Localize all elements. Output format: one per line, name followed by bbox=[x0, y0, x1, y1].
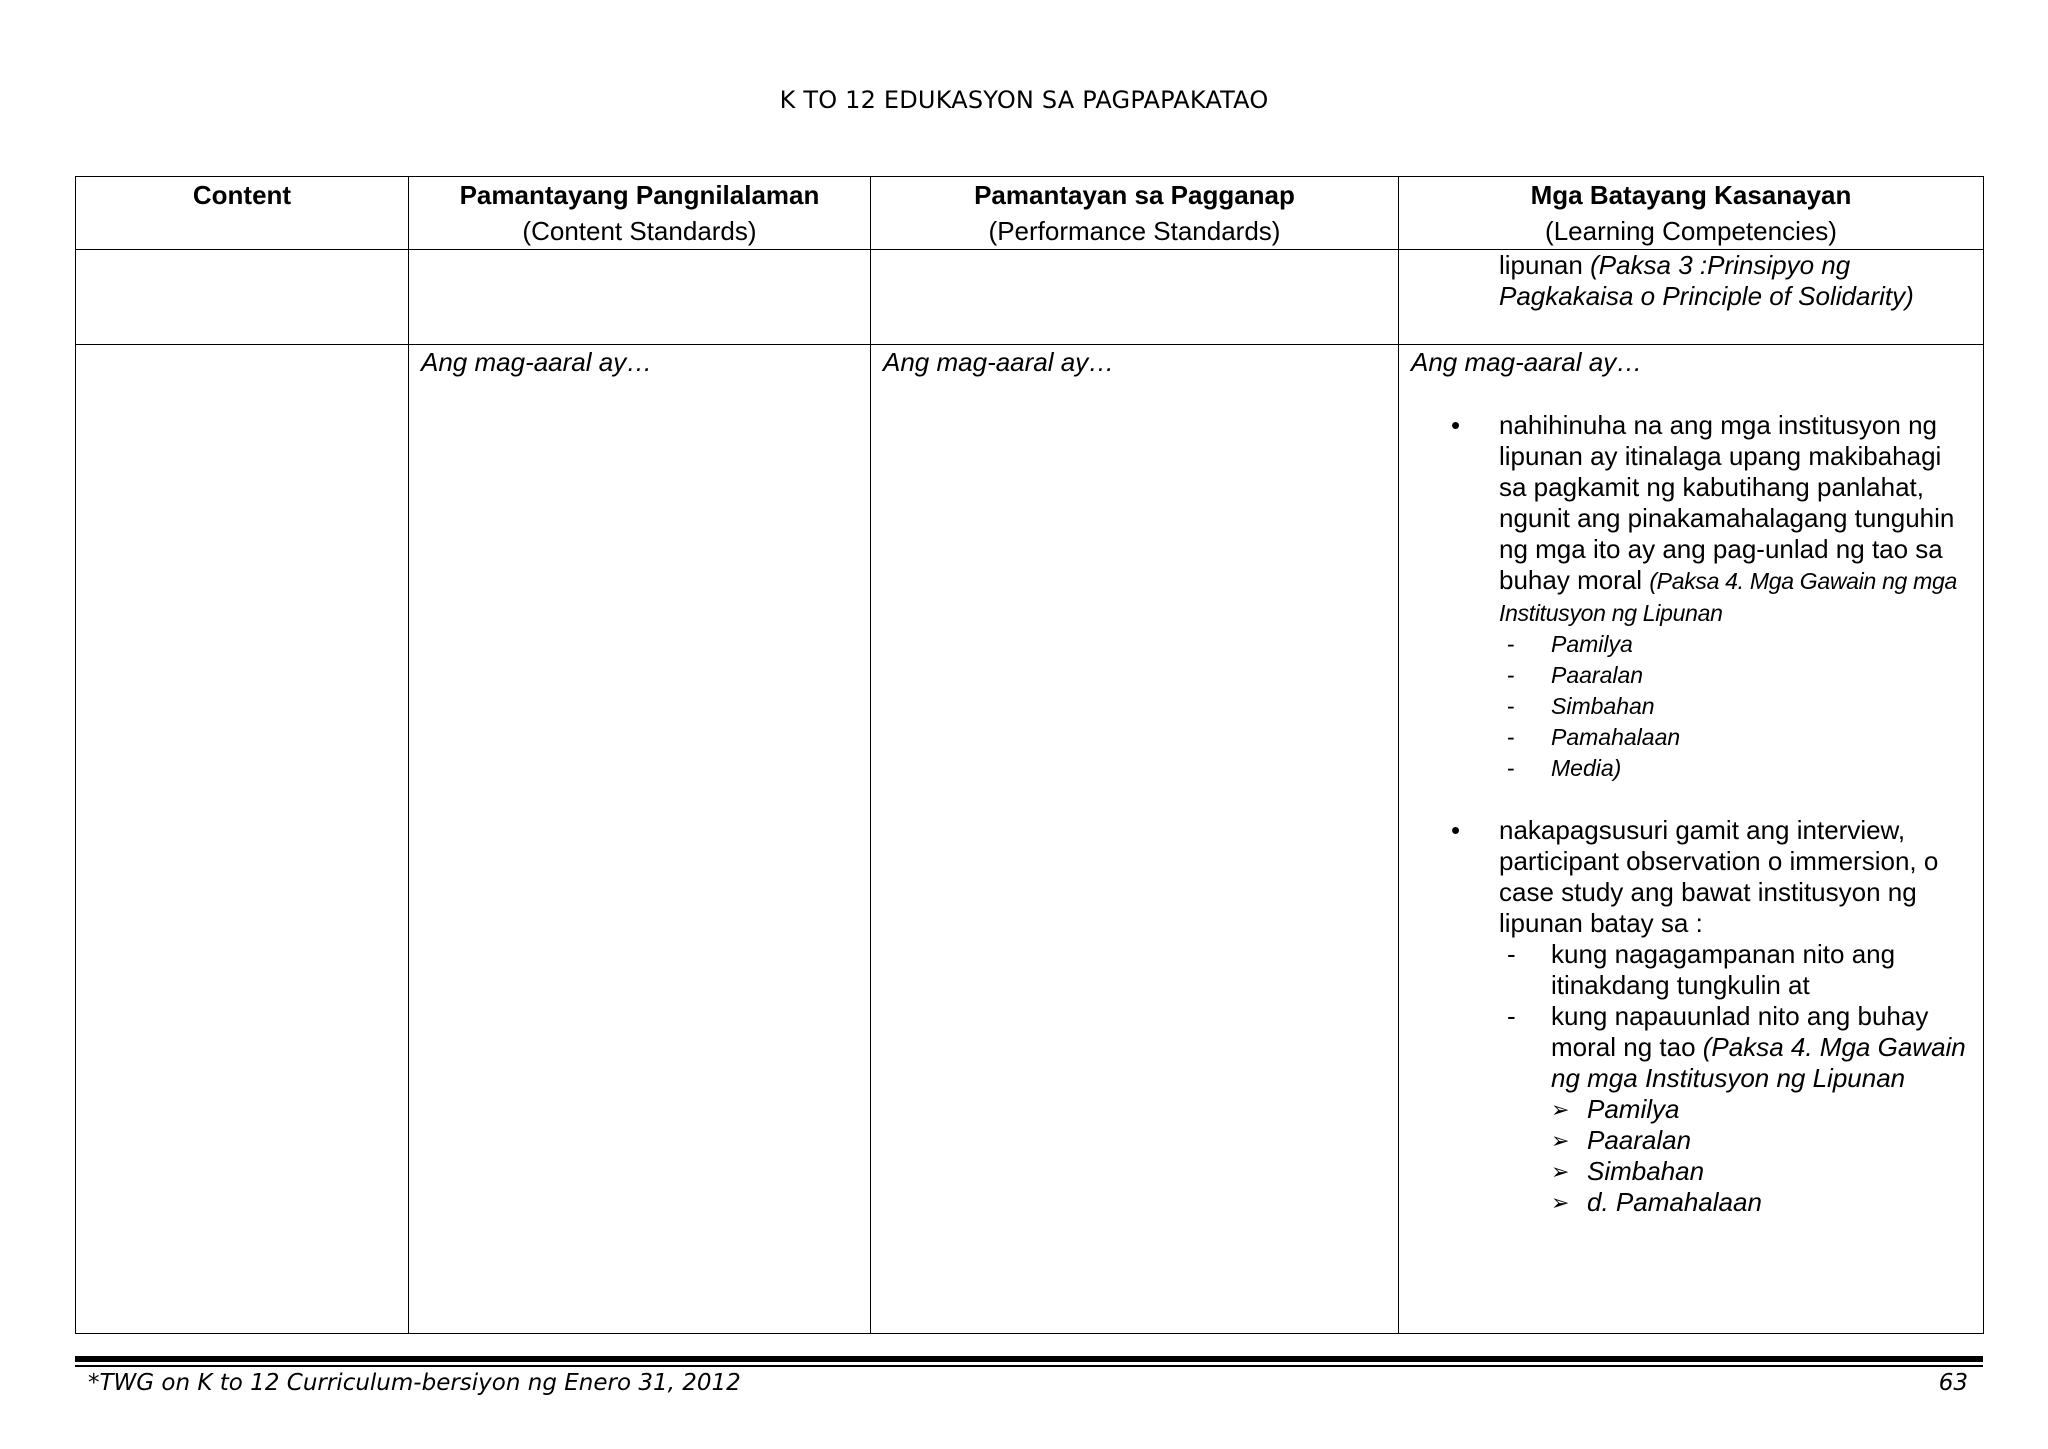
bullet-icon: • bbox=[1451, 410, 1461, 440]
competency-continuation: lipunan (Paksa 3 :Prinsipyo ng Pagkakaisa o Principle of Solidarity) bbox=[1499, 250, 1914, 311]
arrow-bullet-icon: ➢ bbox=[1551, 1128, 1570, 1153]
table-row bbox=[76, 250, 1984, 345]
page-number: 63 bbox=[1938, 1370, 1968, 1396]
arrow-bullet-icon: ➢ bbox=[1551, 1190, 1570, 1215]
list-item: - Pamilya bbox=[1507, 631, 1633, 657]
header-learning-competencies: Mga Batayang Kasanayan (Learning Competencies) bbox=[1399, 177, 1984, 250]
row1-content-standard-cell bbox=[409, 250, 871, 345]
arrow-bullet-icon: ➢ bbox=[1551, 1097, 1570, 1122]
footer-rule-thick bbox=[75, 1356, 1983, 1362]
row2-competency-cell bbox=[1399, 345, 1984, 1334]
curriculum-table bbox=[75, 176, 1984, 1334]
list-item: • nahihinuha na ang mga institusyon ng lipunan ay itinalaga upang makibahagi sa pagkamit ng kabutihang panlahat, ngunit ang pinakamahalagang tunguhin ng mga ito ay ang pag-unlad ng tao sa buhay moral (Paksa 4. Mga Gawain ng mga Institusyon ng Lipunan - Pamilya - Paaralan - Simbahan - Pamahalaan - Media) bbox=[1399, 410, 1983, 815]
row1-performance-standard-cell bbox=[871, 250, 1399, 345]
header-performance-standards: Pamantayan sa Pagganap (Performance Standards) bbox=[871, 177, 1399, 250]
list-item: • nakapagsusuri gamit ang interview, participant observation o immersion, o case study ang bawat institusyon ng lipunan batay sa : - kung nagagampanan nito ang itinakdang tungkulin at - kung napauunlad nito ang buhay moral ng tao (Paksa 4. Mga Gawain ng mga Institusyon ng Lipunan ➢ Pamilya ➢ Paaralan ➢ Simbahan ➢ d. Pamahalaan bbox=[1399, 815, 1983, 1218]
table-header-row bbox=[76, 177, 1984, 250]
arrow-bullet-icon: ➢ bbox=[1551, 1159, 1570, 1184]
list-item: ➢ Simbahan bbox=[1551, 1156, 1705, 1186]
list-item: - kung nagagampanan nito ang itinakdang tungkulin at bbox=[1507, 939, 1896, 1000]
list-item: - kung napauunlad nito ang buhay moral ng tao (Paksa 4. Mga Gawain ng mga Institusyon ng Lipunan ➢ Pamilya ➢ Paaralan ➢ Simbahan ➢ d. Pamahalaan bbox=[1499, 1001, 1973, 1218]
list-item: - Pamahalaan bbox=[1507, 724, 1681, 750]
page-title: K TO 12 EDUKASYON SA PAGPAPAKATAO bbox=[779, 86, 1269, 114]
list-item: ➢ Paaralan bbox=[1551, 1125, 1692, 1155]
list-item: ➢ Pamilya bbox=[1551, 1094, 1680, 1124]
list-item: - Media) bbox=[1507, 755, 1622, 781]
bullet-icon: • bbox=[1451, 815, 1461, 845]
row1-competency-cell bbox=[1399, 250, 1984, 345]
row2-performance-standard-cell bbox=[871, 345, 1399, 1334]
competency-lead: Ang mag-aaral ay… bbox=[1411, 347, 1643, 377]
list-item: ➢ d. Pamahalaan bbox=[1551, 1187, 1762, 1217]
header-content: Content bbox=[76, 177, 409, 250]
competency-list bbox=[1399, 410, 1983, 1218]
performance-standard-lead: Ang mag-aaral ay… bbox=[883, 347, 1115, 377]
list-item: - Paaralan bbox=[1507, 662, 1644, 688]
header-content-standards: Pamantayang Pangnilalaman (Content Standards) bbox=[409, 177, 871, 250]
row2-content-standard-cell bbox=[409, 345, 871, 1334]
footer-note: *TWG on K to 12 Curriculum-bersiyon ng Enero 31, 2012 bbox=[88, 1370, 741, 1396]
list-item: - Simbahan bbox=[1507, 693, 1655, 719]
row1-content-cell bbox=[76, 250, 409, 345]
content-standard-lead: Ang mag-aaral ay… bbox=[421, 347, 653, 377]
footer-rule-thin bbox=[75, 1365, 1983, 1367]
row2-content-cell bbox=[76, 345, 409, 1334]
table-row bbox=[76, 345, 1984, 1334]
